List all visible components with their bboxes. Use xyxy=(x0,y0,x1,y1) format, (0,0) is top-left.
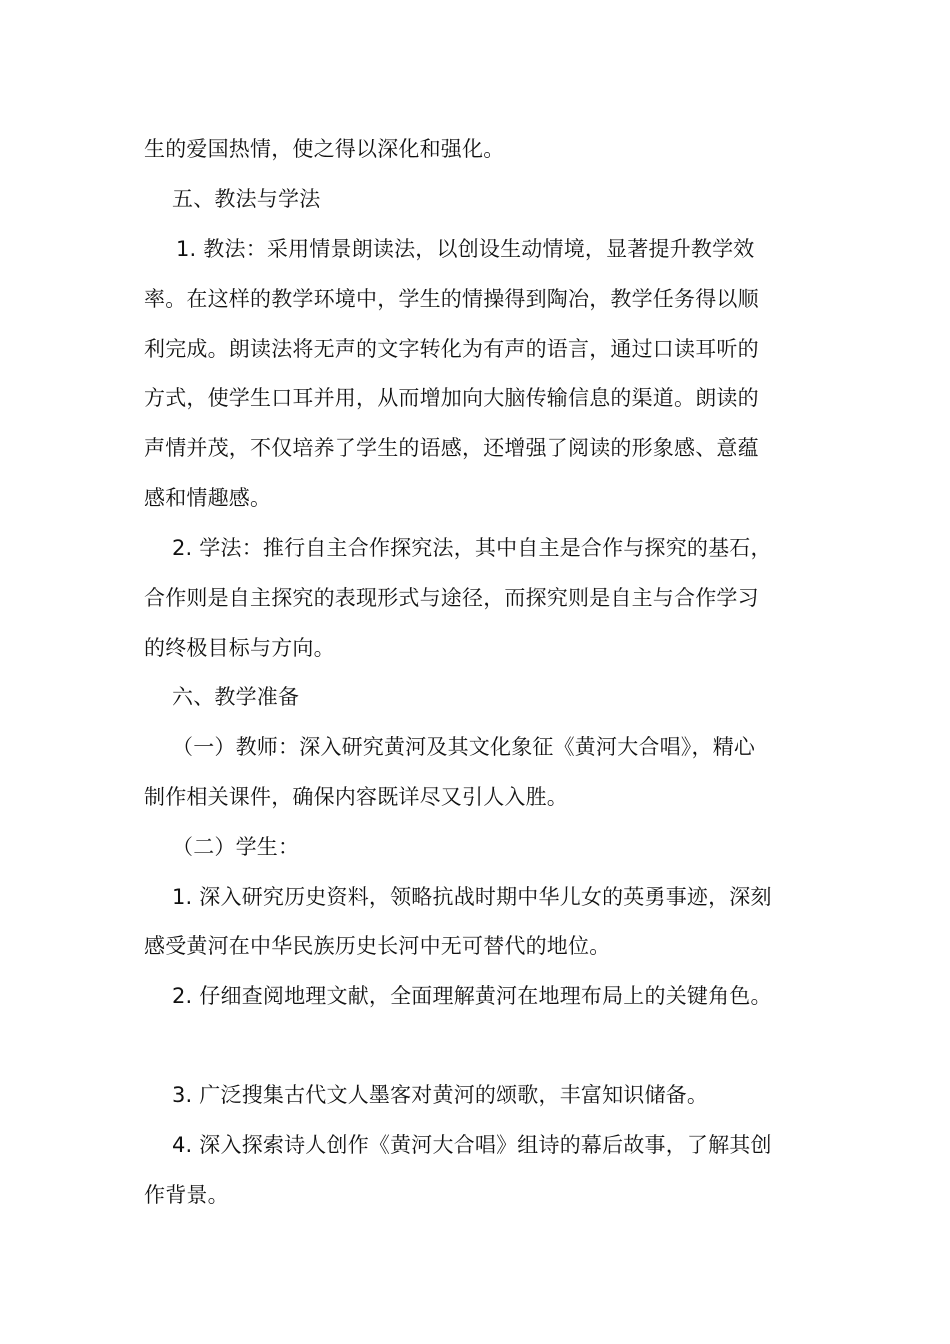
paragraph-line: 2. 学法：推行自主合作探究法，其中自主是合作与探究的基石， xyxy=(172,536,772,560)
paragraph-line: 3. 广泛搜集古代文人墨客对黄河的颂歌，丰富知识储备。 xyxy=(172,1083,709,1107)
paragraph-line: 生的爱国热情，使之得以深化和强化。 xyxy=(144,137,505,161)
paragraph-line: 合作则是自主探究的表现形式与途径，而探究则是自主与合作学习 xyxy=(144,586,759,610)
paragraph-line: （一）教师：深入研究黄河及其文化象征《黄河大合唱》，精心 xyxy=(172,735,756,759)
paragraph-line: 4. 深入探索诗人创作《黄河大合唱》组诗的幕后故事，了解其创 xyxy=(172,1133,772,1157)
paragraph-line: 1. 深入研究历史资料，领略抗战时期中华儿女的英勇事迹，深刻 xyxy=(172,885,772,909)
subheading: （二）学生： xyxy=(172,835,300,859)
paragraph-line: 率。在这样的教学环境中，学生的情操得到陶冶，教学任务得以顺 xyxy=(144,287,759,311)
paragraph-line: 方式，使学生口耳并用，从而增加向大脑传输信息的渠道。朗读的 xyxy=(144,386,759,410)
paragraph-line: 感和情趣感。 xyxy=(144,486,272,510)
paragraph-line: 声情并茂，不仅培养了学生的语感，还增强了阅读的形象感、意蕴 xyxy=(144,436,759,460)
paragraph-line: 作背景。 xyxy=(144,1183,229,1207)
paragraph-line: 2. 仔细查阅地理文献，全面理解黄河在地理布局上的关键角色。 xyxy=(172,984,772,1008)
paragraph-line: 感受黄河在中华民族历史长河中无可替代的地位。 xyxy=(144,934,611,958)
paragraph-line: 的终极目标与方向。 xyxy=(144,636,335,660)
paragraph-line: 制作相关课件，确保内容既详尽又引人入胜。 xyxy=(144,785,568,809)
paragraph-line: 1. 教法：采用情景朗读法，以创设生动情境，显著提升教学效 xyxy=(176,237,755,261)
section-heading: 五、教法与学法 xyxy=(172,187,321,211)
section-heading: 六、教学准备 xyxy=(172,685,300,709)
paragraph-line: 利完成。朗读法将无声的文字转化为有声的语言，通过口读耳听的 xyxy=(144,337,759,361)
